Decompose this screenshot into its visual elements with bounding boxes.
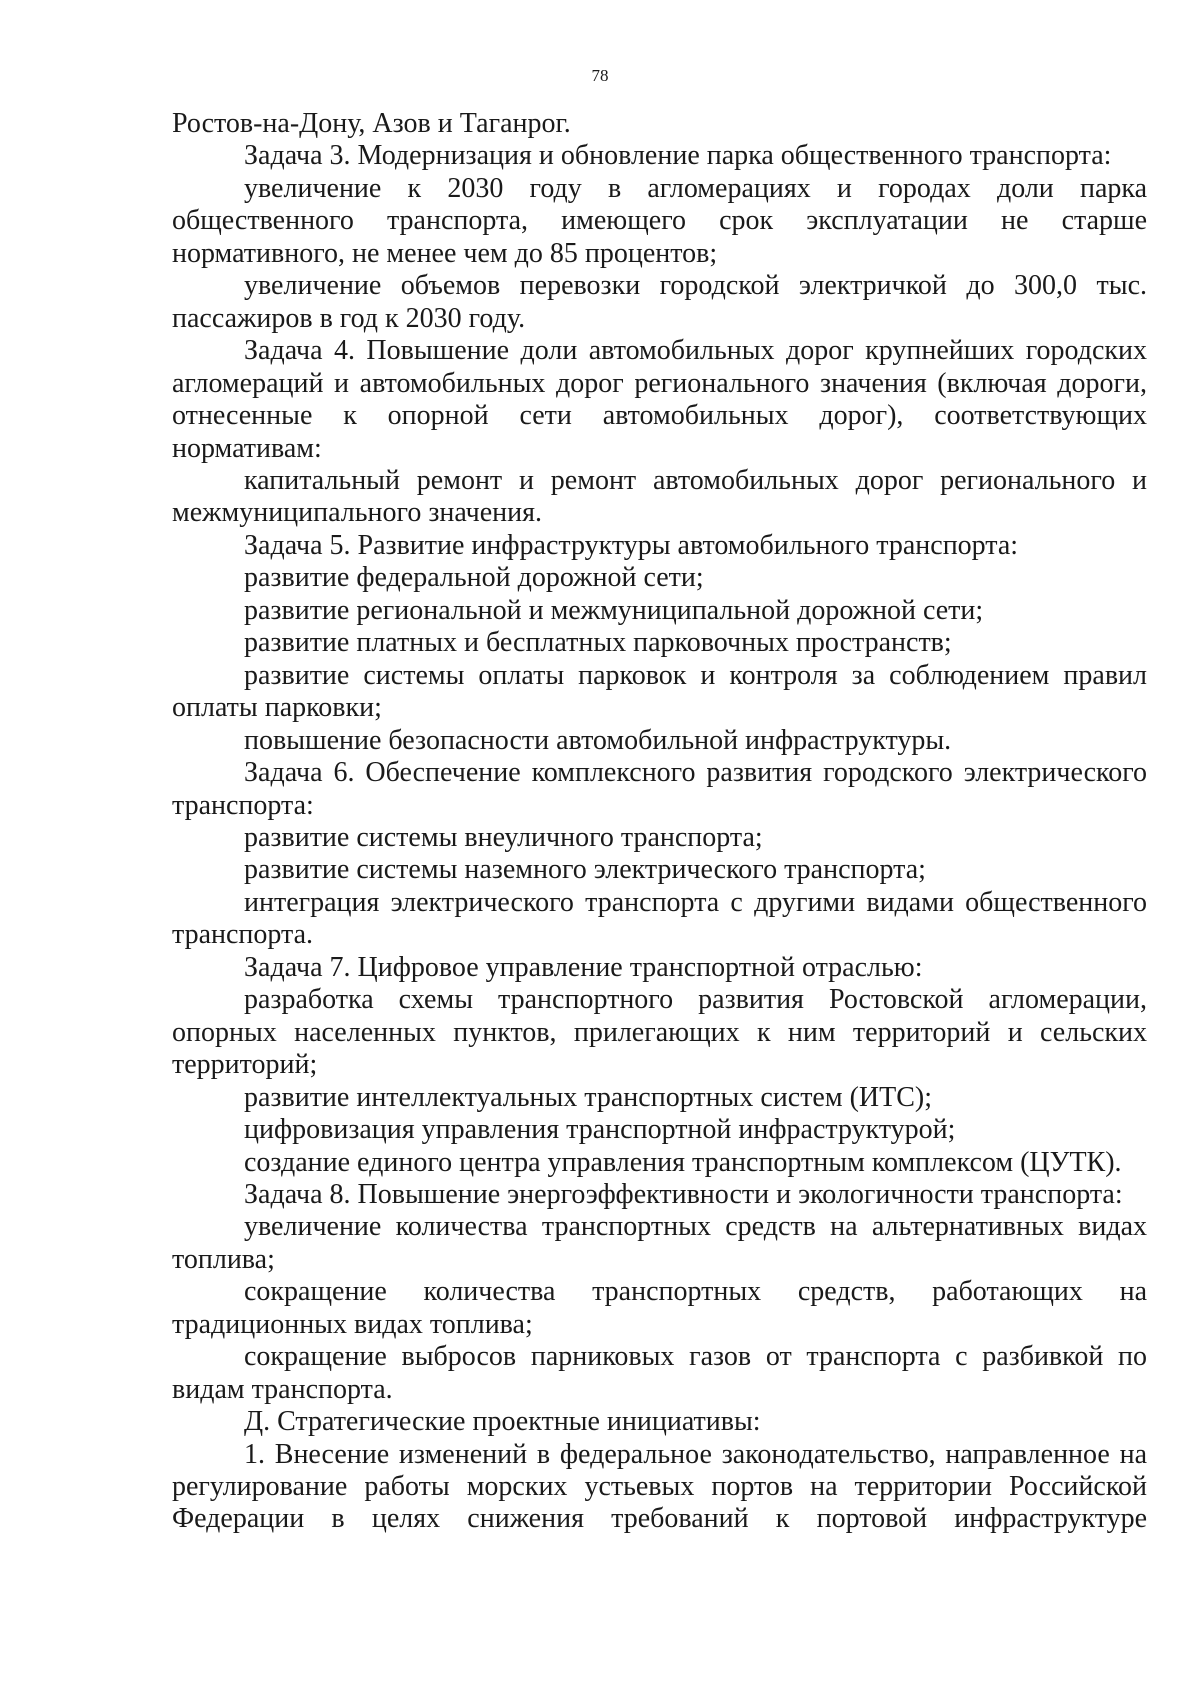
paragraph: Ростов-на-Дону, Азов и Таганрог. — [172, 108, 571, 139]
paragraph: развитие интеллектуальных транспортных систем (ИТС); — [244, 1081, 933, 1113]
paragraph: развитие системы наземного электрического транспорта; — [244, 854, 926, 886]
paragraph: увеличение к 2030 году в агломерациях и городах доли парка общественного транспорта, имеющего срок эксплуатации не старше нормативного, не менее чем до 85 процентов; — [172, 172, 1147, 269]
paragraph: развитие системы оплаты парковок и контроля за соблюдением правил оплаты парковки; — [172, 659, 1147, 724]
document-body — [172, 108, 1147, 1536]
paragraph: интеграция электрического транспорта с другими видами общественного транспорта. — [172, 886, 1147, 951]
task-heading: Задача 8. Повышение энергоэффективности и экологичности транспорта: — [244, 1178, 1123, 1210]
task-heading: Задача 5. Развитие инфраструктуры автомобильного транспорта: — [244, 529, 1019, 561]
paragraph: развитие системы внеуличного транспорта; — [244, 821, 763, 853]
paragraph: сокращение количества транспортных средств, работающих на традиционных видах топлива; — [172, 1276, 1147, 1340]
paragraph: развитие платных и бесплатных парковочных пространств; — [244, 627, 952, 659]
paragraph: повышение безопасности автомобильной инфраструктуры. — [244, 724, 952, 756]
section-heading: Д. Стратегические проектные инициативы: — [244, 1406, 761, 1438]
task-heading: Задача 6. Обеспечение комплексного развития городского электрического транспорта: — [172, 757, 1147, 821]
paragraph: 1. Внесение изменений в федеральное законодательство, направленное на регулирование работы морских устьевых портов на территории Российской Федерации в целях снижения требований к портовой инфраструктуре — [172, 1438, 1147, 1535]
task-heading: Задача 4. Повышение доли автомобильных дорог крупнейших городских агломераций и автомобильных дорог регионального значения (включая дороги, отнесенные к опорной сети автомобильных дорог), соответствующих нормативам: — [172, 335, 1147, 464]
paragraph: развитие федеральной дорожной сети; — [244, 562, 704, 594]
paragraph: увеличение объемов перевозки городской электричкой до 300,0 тыс. пассажиров в год к 2030 году. — [172, 270, 1147, 334]
task-heading: Задача 7. Цифровое управление транспортной отраслью: — [244, 951, 923, 983]
paragraph: развитие региональной и межмуниципальной дорожной сети; — [244, 594, 984, 626]
task-heading: Задача 3. Модернизация и обновление парка общественного транспорта: — [244, 140, 1112, 172]
paragraph: сокращение выбросов парниковых газов от транспорта с разбивкой по видам транспорта. — [172, 1341, 1147, 1405]
paragraph: капитальный ремонт и ремонт автомобильных дорог регионального и межмуниципального значения. — [172, 464, 1147, 529]
paragraph: создание единого центра управления транспортным комплексом (ЦУТК). — [244, 1146, 1122, 1178]
paragraph: цифровизация управления транспортной инфраструктурой; — [244, 1114, 956, 1146]
paragraph: разработка схемы транспортного развития Ростовской агломерации, опорных населенных пунктов, прилегающих к ним территорий и сельских территорий; — [172, 984, 1147, 1081]
page-number: 78 — [591, 66, 609, 85]
paragraph: увеличение количества транспортных средств на альтернативных видах топлива; — [172, 1211, 1147, 1275]
